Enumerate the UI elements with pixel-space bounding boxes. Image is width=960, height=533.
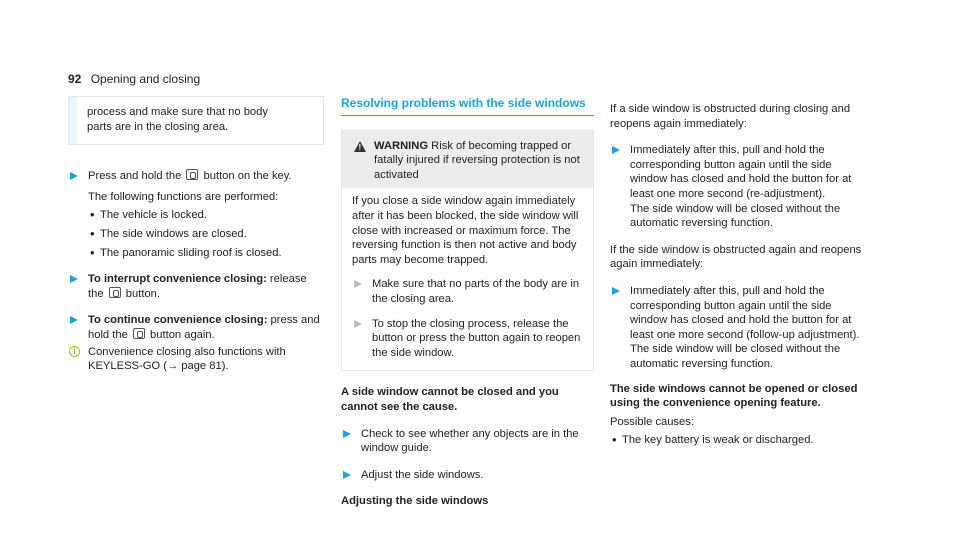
step-arrow-icon	[612, 287, 620, 295]
step-bold: To continue convenience closing:	[88, 314, 268, 327]
step-continue	[68, 313, 324, 342]
warning-step	[352, 277, 583, 306]
step-arrow-icon	[354, 320, 362, 328]
warning-text: If you close a side window again immediately after it has been blocked, the side window will close with increased or maximum force. The reversing function is then not active and body parts may become trapped.	[352, 195, 579, 266]
list-item: • The vehicle is locked.	[88, 208, 324, 223]
adjust-step	[610, 284, 865, 372]
warning-label: WARNING	[374, 139, 429, 152]
warning-step	[352, 317, 583, 361]
problem-step	[341, 427, 594, 456]
step-arrow-icon	[354, 280, 362, 288]
step-text: Press and hold the	[88, 170, 185, 183]
warning-box	[341, 130, 594, 372]
list-item: • The key battery is weak or discharged.	[610, 433, 865, 448]
intro-text: If the side window is obstructed again and reopens again immediately:	[610, 243, 862, 271]
section-title: Opening and closing	[90, 72, 201, 86]
lock-button-icon	[133, 328, 145, 339]
step-interrupt	[68, 272, 324, 301]
step-bold: To interrupt convenience closing:	[88, 273, 267, 286]
column-left	[68, 96, 324, 374]
step-arrow-icon	[70, 172, 78, 180]
adjust-step	[610, 143, 865, 231]
info-icon: i	[69, 346, 80, 357]
step-text: Make sure that no parts of the body are in the closing area.	[372, 278, 580, 305]
list-item: • The side windows are closed.	[88, 227, 324, 242]
step-arrow-icon	[343, 430, 351, 438]
warning-header	[342, 131, 593, 189]
step-arrow-icon	[70, 275, 78, 283]
column-right	[610, 102, 865, 448]
page-header	[68, 72, 200, 87]
step-text: Immediately after this, pull and hold the corresponding button again until the side window has closed and hold the button for at least one more second (re-adjustment).	[630, 144, 852, 200]
step-text: button.	[122, 287, 160, 300]
step-text: Check to see whether any objects are in the window guide.	[361, 427, 579, 455]
list-item: • The panoramic sliding roof is closed.	[88, 246, 324, 261]
problem-heading: The side windows cannot be opened or closed using the convenience opening feature.	[610, 382, 858, 410]
step-arrow-icon	[70, 316, 78, 324]
lock-button-icon	[186, 169, 198, 180]
warning-head-text: Risk of becoming trapped or fatally injured if reversing protection is not activated	[374, 139, 580, 181]
step-arrow-icon	[343, 471, 351, 479]
warning-body	[342, 188, 593, 370]
page-number: 92	[68, 72, 82, 86]
info-note	[68, 345, 324, 374]
step-text: release the	[88, 273, 307, 300]
step-press-hold	[68, 169, 324, 260]
step-text: button on the key.	[200, 170, 292, 183]
step-text: Adjust the side windows.	[361, 468, 484, 481]
step-arrow-icon	[612, 146, 620, 154]
warning-triangle-icon	[354, 141, 366, 152]
lock-button-icon	[109, 287, 121, 298]
note-text: Convenience closing also functions with KEYLESS-GO (→ page 81).	[88, 345, 286, 373]
column-middle	[341, 96, 594, 509]
problem-step	[341, 468, 594, 483]
continued-box	[68, 96, 324, 145]
step-text: To stop the closing process, release the button or press the button again to reopen the side window.	[372, 317, 581, 359]
intro-text: If a side window is obstructed during closing and reopens again immediately:	[610, 103, 851, 130]
adjust-heading: Adjusting the side windows	[341, 495, 489, 508]
cont-line: parts are in the closing area.	[87, 120, 229, 133]
step-text: Immediately after this, pull and hold the corresponding button again until the side window has closed and hold the button for at least one more second (follow-up adjustment).	[630, 284, 860, 341]
causes-label: Possible causes:	[610, 415, 694, 428]
step-result: The side window will be closed without the automatic reversing function.	[630, 343, 841, 370]
step-text: button again.	[146, 328, 215, 341]
problem-heading: A side window cannot be closed and you cannot see the cause.	[341, 386, 559, 413]
performed-intro: The following functions are performed:	[88, 190, 279, 203]
side-band	[69, 97, 77, 144]
step-result: The side window will be closed without the automatic reversing function.	[630, 202, 841, 230]
section-heading: Resolving problems with the side windows	[341, 96, 594, 116]
cont-line: process and make sure that no body	[87, 106, 268, 118]
step-text: press and hold the	[88, 314, 320, 341]
